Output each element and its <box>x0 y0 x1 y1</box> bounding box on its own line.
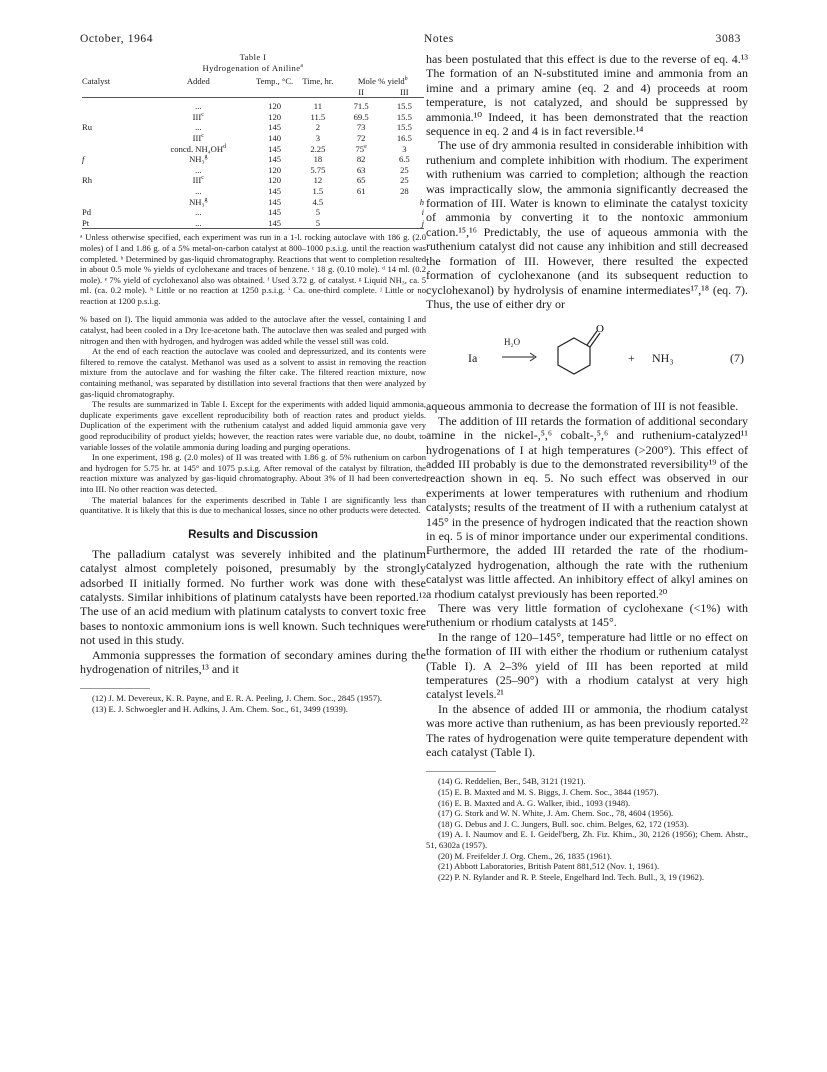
cell-catalyst: Rh <box>82 175 93 186</box>
cell-yield-ii: i <box>421 207 424 218</box>
cell-yield-iii: 28 <box>400 185 409 196</box>
experimental-para-1: % based on I). The liquid ammonia was added to the autoclave after the vessel, containing I and catalyst, had been cooled in a Dry Ice-acetone bath. The autoclave then was sealed and purged with nitrogen and then with hydrogen, and hydrogen was added while the vessel still was cold. <box>80 314 426 346</box>
col-header-temp: Temp., °C. <box>256 76 294 86</box>
cell-yield-iii: 25 <box>400 175 409 186</box>
right-column <box>426 52 748 882</box>
cell-time: 18 <box>313 154 323 165</box>
cell-temp: 145 <box>268 217 282 228</box>
cell-added: III$^c$ <box>192 132 204 143</box>
cell-time: 1.5 <box>312 185 324 196</box>
table-caption-title: Hydrogenation of Aniline$^a$ <box>202 63 304 73</box>
cell-time: 5.75 <box>310 164 326 175</box>
reference-16: (16) E. B. Maxted and A. G. Walker, ibid., 1093 (1948). <box>438 797 631 808</box>
cell-yield-iii: 15.5 <box>396 111 412 122</box>
reference-12: (12) J. M. Devereux, K. R. Payne, and E. R. A. Peeling, J. Chem. Soc., 2845 (1957). <box>92 693 383 704</box>
table-row <box>80 154 426 165</box>
svg-text:O: O <box>596 323 604 336</box>
reference-15: (15) E. B. Maxted and M. S. Biggs, J. Chem. Soc., 3844 (1957). <box>438 787 659 798</box>
cell-yield-ii: j <box>421 217 424 228</box>
table-row <box>80 218 426 229</box>
right-para-6: In the range of 120–145°, temperature had little or no effect on the formation of III with either the rhodium or ruthenium catalyst (Table I). A 2–3% yield of III has been reported at mild temperatures (25–90°) with a rhodium catalyst at very high catalyst levels.²¹ <box>426 629 748 702</box>
cell-yield-iii: 15.5 <box>396 122 412 133</box>
cell-yield-iii: 25 <box>400 164 409 175</box>
right-references <box>426 771 748 882</box>
cell-added: ... <box>195 164 202 175</box>
cell-added: concd. $NH_4OH^d$ <box>170 143 227 154</box>
cell-yield-iii: 16.5 <box>396 132 412 143</box>
cell-time: 5 <box>315 217 320 228</box>
running-header-section: Notes <box>424 33 454 45</box>
experimental-para-2: At the end of each reaction the autoclave was cooled and depressurized, and its contents were filtered to remove the catalyst. Methanol was used as a solvent to assist in removing the reaction mixture from the autoclave and for washing the filter cake. The filtered reaction mixture, now containing methanol, was separated by distillation into several fractions that then were analyzed by gas-liquid chromatography. <box>80 346 426 399</box>
table-row <box>80 207 426 218</box>
cell-yield-ii: 65 <box>356 175 366 186</box>
cell-added: III$^c$ <box>192 111 204 122</box>
cell-temp: 140 <box>268 132 282 143</box>
cell-added: NH₃$^g$ <box>189 196 208 207</box>
reference-13: (13) E. J. Schwoegler and H. Adkins, J. Am. Chem. Soc., 61, 3499 (1939). <box>92 704 348 714</box>
cell-added: ... <box>195 217 202 228</box>
cell-catalyst: Pd <box>82 207 92 218</box>
eq-number: (7) <box>730 351 744 366</box>
cell-time: 11.5 <box>310 111 326 122</box>
table-row <box>80 186 426 197</box>
cell-temp: 120 <box>268 164 282 175</box>
cell-catalyst: Pt <box>82 217 90 228</box>
right-para-3: aqueous ammonia to decrease the formation of III is not feasible. <box>426 399 739 414</box>
right-para-1: has been postulated that this effect is due to the reverse of eq. 4.¹³ The formation of an N-substituted imine and ammonia from an imine and a primary amine (eq. 2 and 4) proceeds at room temperature, is not catalyzed, and should be suppressed by ammonia.¹⁰ Indeed, it has been demonstrated that the reaction sequence in eq. 2 and 4 is in fact reversible.¹⁴ <box>426 52 748 139</box>
right-para-4: The addition of III retards the formation of additional secondary amine in the nickel-,⁵,⁶ cobalt-,⁵,⁶ and ruthenium-catalyzed¹¹ hydrogenations of I at high temperatures (>200°). This effect of added III probably is due to the demonstrated reversibility¹⁹ of the reaction shown in eq. 5. No such effect was observed in our experiments at lower temperatures with ruthenium and rhodium catalysts; results of the treatment of II with a ruthenium catalyst at 145° in the presence of hydrogen indicated that the reaction shown in eq. 5 is of minor importance under our experimental conditions. Furthermore, the added III retarded the rate of the rhodium-catalyzed hydrogenation, although the rate with the ruthenium catalyst was little affected. An inhibitory effect of alkyl amines on a rhodium catalyst previously has been reported.²⁰ <box>426 413 748 601</box>
cell-added: ... <box>195 185 202 196</box>
eq-product-ammonia: NH₃ <box>652 351 674 366</box>
page-number: 3083 <box>715 33 741 45</box>
right-para-2: The use of dry ammonia resulted in considerable inhibition with ruthenium and complete inhibition with rhodium. The experiment with ruthenium was carried to completion; although the reaction was impractically slow, the ammonia significantly decreased the formation of III. Water is known to eliminate the catalyst toxicity of ammonia by converting it to the nontoxic ammonium cation.¹⁵,¹⁶ Predictably, the use of aqueous ammonia with the ruthenium catalyst did not cause any inhibition and still decreased the formation of III. However, there resulted the expected formation of cyclohexanone (and its subsequent reduction to cyclohexanol) by hydrolysis of enamine intermediates¹⁷,¹⁸ (eq. 7). Thus, the use of either dry or <box>426 138 748 311</box>
equation-7 <box>426 321 748 391</box>
table-row <box>80 165 426 176</box>
cell-catalyst: Ru <box>82 122 93 133</box>
cell-time: 3 <box>315 132 320 143</box>
cell-catalyst: f <box>82 154 85 165</box>
table-footnotes: ᵃ Unless otherwise specified, each experiment was run in a 1-l. rocking autoclave with 186 g. (2.0 moles) of I and 1.86 g. of a 5% metal-on-carbon catalyst at 800–1000 p.s.i.g. until the reaction was completed. ᵇ Determined by gas-liquid chromatography. Reactions that went to completion resulted in about 0.5 mole % yields of cyclohexane and traces of benzene. ᶜ 18 g. (0.10 mole). ᵈ 14 ml. (0.2 mole). ᵉ 7% yield of cyclohexanol also was obtained. ᶠ Used 3.72 g. of catalyst. ᵍ Liquid NH₃, ca. 5 ml. (ca. 0.2 mole). ʰ Little or no reaction at 1250 p.s.i.g. ⁱ Ca. one-third complete. ʲ Little or no reaction at 1200 p.s.i.g. <box>80 232 426 306</box>
cell-yield-ii: 69.5 <box>353 111 369 122</box>
table-row <box>80 175 426 186</box>
col-header-catalyst: Catalyst <box>82 76 111 86</box>
table-caption-number: Table I <box>239 52 267 62</box>
table-body <box>80 101 426 228</box>
table-row <box>80 144 426 155</box>
cell-catalyst <box>80 197 144 208</box>
cell-temp: 145 <box>268 154 282 165</box>
cell-yield-iii: 6.5 <box>398 154 410 165</box>
reference-20: (20) M. Freifelder J. Org. Chem., 26, 1835 (1961). <box>438 850 612 861</box>
discussion-para-1: The palladium catalyst was severely inhibited and the platinum catalyst almost completely poisoned, presumably by the strongly adsorbed II initially formed. No further work was done with these catalysts. Similar inhibitions of platinum catalysts have been reported.¹² The use of an acid medium with platinum catalysts to convert toxic free bases to nontoxic ammonium ions is well known. Such techniques were not used in this study. <box>80 546 426 648</box>
cell-catalyst <box>80 133 144 144</box>
reference-22: (22) P. N. Rylander and R. P. Steele, Engelhard Ind. Tech. Bull., 3, 19 (1962). <box>438 871 704 882</box>
cell-time: 2.25 <box>310 143 326 154</box>
cell-temp: 145 <box>268 207 282 218</box>
cell-temp: 120 <box>268 175 282 186</box>
eq-reagent: H₂O <box>504 337 521 348</box>
table-row <box>80 101 426 112</box>
cell-time: 4.5 <box>312 196 324 207</box>
experimental-para-3: The results are summarized in Table I. Except for the experiments with added liquid ammonia, duplicate experiments gave excellent reproducibility both of reaction rates and product yields. Duplication of the experiment with the ruthenium catalyst and added liquid ammonia gave very good reproducibility of product yields; however, the reaction rates were variable due, no doubt, to variable losses of the volatile ammonia during loading and purging operations. <box>80 399 426 452</box>
cell-time: 12 <box>313 175 323 186</box>
eq-plus: + <box>628 351 635 366</box>
cell-yield-ii: 72 <box>356 132 366 143</box>
cell-yield-iii: 3 <box>402 143 407 154</box>
cell-temp: 145 <box>268 122 282 133</box>
cell-catalyst <box>80 101 144 112</box>
cell-added: III$^c$ <box>192 175 204 186</box>
reference-19: (19) A. I. Naumov and E. I. Geidel'berg, Zh. Fiz. Khim., 30, 2126 (1956); Chem. Abstr., 51, 6302a (1957). <box>426 829 748 851</box>
cell-yield-ii: 73 <box>356 122 366 133</box>
running-header-date: October, 1964 <box>80 33 154 45</box>
col-header-yield: Mole % yield$^b$ <box>357 76 408 86</box>
cell-added: ... <box>195 122 202 133</box>
table-row <box>80 133 426 144</box>
cell-catalyst <box>80 144 144 155</box>
table-header-row <box>80 76 426 87</box>
cell-temp: 145 <box>268 143 282 154</box>
col-header-ii: II <box>358 86 364 97</box>
cell-temp: 120 <box>268 101 282 112</box>
cell-yield-iii: 15.5 <box>396 101 412 112</box>
cell-yield-ii: 61 <box>356 185 366 196</box>
cell-temp: 120 <box>268 111 282 122</box>
col-header-time: Time, hr. <box>302 76 334 86</box>
cell-catalyst <box>80 165 144 176</box>
table-row <box>80 112 426 123</box>
discussion-para-2: Ammonia suppresses the formation of secondary amines during the hydrogenation of nitriles,¹³ and it <box>80 647 426 676</box>
left-column <box>80 52 426 715</box>
cell-yield-ii: 63 <box>356 164 366 175</box>
eq-arrow <box>500 351 540 363</box>
cell-time: 5 <box>315 207 320 218</box>
cell-yield-ii: 71.5 <box>353 101 369 112</box>
col-header-iii: III <box>400 86 409 97</box>
cell-yield-ii: 75e <box>355 143 367 154</box>
cell-time: 2 <box>315 122 320 133</box>
cell-added: NH₃$^g$ <box>189 154 208 165</box>
experimental-para-4: In one experiment, 198 g. (2.0 moles) of II was treated with 1.86 g. of 5% ruthenium on carbon and hydrogen for 5.75 hr. at 145° and 1075 p.s.i.g. After removal of the catalyst by filtration, the reaction mixture was analyzed by gas-liquid chromatography. About 3% of II had been converted into III. No other reaction was detected. <box>80 452 426 494</box>
left-references <box>80 688 426 714</box>
cell-temp: 145 <box>268 185 282 196</box>
hydrogenation-table <box>80 76 426 232</box>
section-heading: Results and Discussion <box>188 528 318 541</box>
cell-yield-ii: 82 <box>356 154 366 165</box>
cell-added: ... <box>195 207 202 218</box>
cell-yield-ii: h <box>419 196 424 207</box>
reference-18: (18) G. Debus and J. C. Jungers, Bull. soc. chim. Belges, 62, 172 (1953). <box>438 818 689 829</box>
cell-catalyst <box>80 112 144 123</box>
cell-temp: 145 <box>268 196 282 207</box>
table-row <box>80 122 426 133</box>
reference-17: (17) G. Stork and W. N. White, J. Am. Chem. Soc., 78, 4604 (1956). <box>438 808 674 819</box>
footnote-rule <box>80 688 150 689</box>
reference-14: (14) G. Reddelien, Ber., 54B, 3121 (1921). <box>438 776 586 787</box>
eq-reactant: Ia <box>468 351 478 366</box>
cell-time: 11 <box>313 101 322 112</box>
reference-21: (21) Abbott Laboratories, British Patent 881,512 (Nov. 1, 1961). <box>438 861 660 872</box>
experimental-para-5: The material balances for the experiments described in Table I are significantly less than quantitative. It is likely that this is due to mechanical losses, since no other products were detected. <box>80 494 426 516</box>
col-header-added: Added <box>186 76 210 86</box>
table-subheader-row <box>80 87 426 98</box>
cyclohexanone-structure <box>554 323 606 383</box>
table-row <box>80 197 426 208</box>
right-para-7: In the absence of added III or ammonia, the rhodium catalyst was more active than ruthenium, as has been previously reported.²² The rates of hydrogenation were quite temperature dependent with each catalyst (Table I). <box>426 701 748 760</box>
cell-added: ... <box>195 101 202 112</box>
cell-catalyst <box>80 186 144 197</box>
right-para-5: There was very little formation of cyclohexane (<1%) with ruthenium or rhodium catalysts at 145°. <box>426 601 748 630</box>
footnote-rule-right <box>426 771 496 772</box>
